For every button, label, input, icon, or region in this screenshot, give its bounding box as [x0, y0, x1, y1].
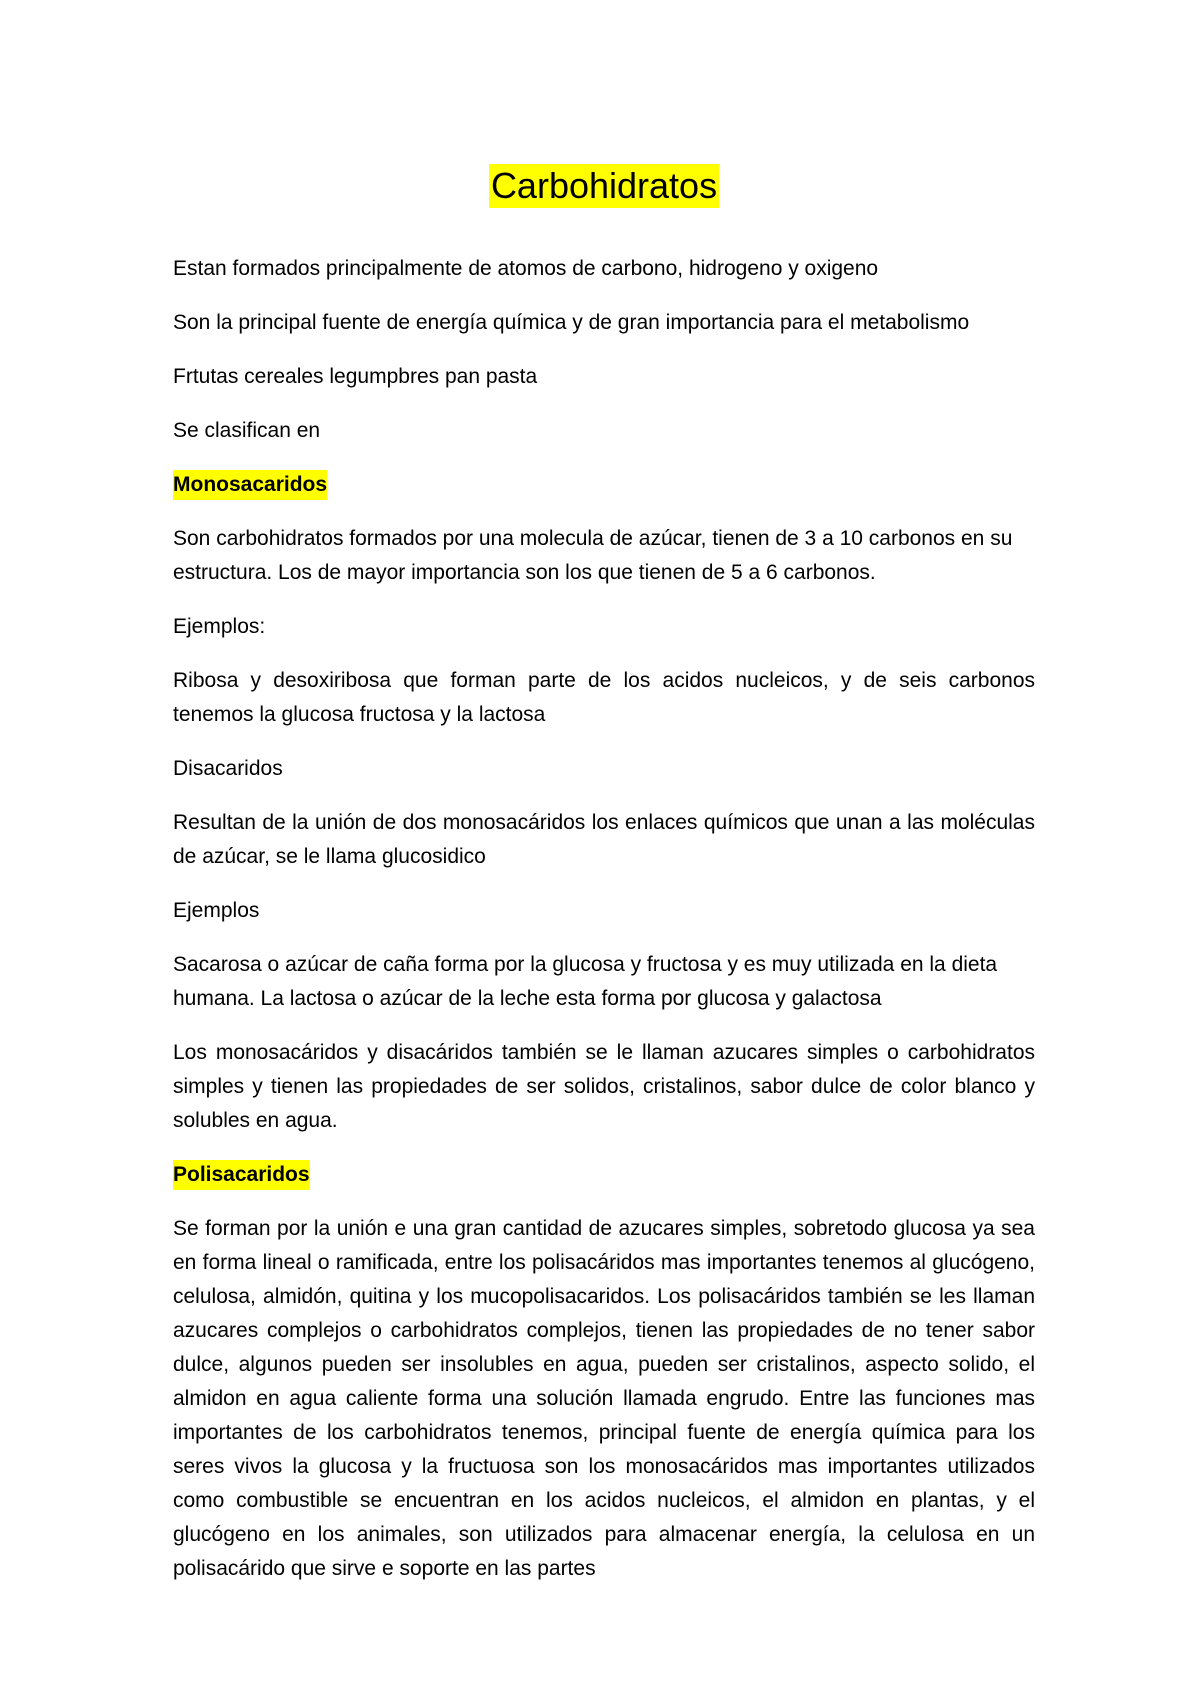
monosacaridos-definition: Son carbohidratos formados por una molecula de azúcar, tienen de 3 a 10 carbonos en su estructura. Los de mayor importancia son los que tienen de 5 a 6 carbonos. — [173, 527, 1013, 585]
disacaridos-examples-text: Sacarosa o azúcar de caña forma por la glucosa y fructosa y es muy utilizada en la dieta humana. La lactosa o azúcar de la leche esta forma por glucosa y galactosa — [173, 953, 998, 1011]
intro-paragraph-3: Frtutas cereales legumpbres pan pasta — [173, 365, 538, 389]
polisacaridos-heading: Polisacaridos — [173, 1160, 310, 1190]
disacaridos-examples-label: Ejemplos — [173, 899, 260, 923]
disacaridos-summary: Los monosacáridos y disacáridos también se le llaman azucares simples o carbohidratos simples y tienen las propiedades de ser solidos, cristalinos, sabor dulce de color blanco y solubles en agua. — [173, 1041, 1035, 1133]
intro-paragraph-2: Son la principal fuente de energía química y de gran importancia para el metabolismo — [173, 311, 970, 335]
monosacaridos-heading: Monosacaridos — [173, 470, 327, 500]
disacaridos-definition: Resultan de la unión de dos monosacáridos los enlaces químicos que unan a las moléculas de azúcar, se le llama glucosidico — [173, 811, 1035, 869]
page-title: Carbohidratos — [490, 165, 718, 207]
monosacaridos-heading-row — [173, 468, 1035, 502]
monosacaridos-examples-text: Ribosa y desoxiribosa que forman parte de los acidos nucleicos, y de seis carbonos tenemos la glucosa fructosa y la lactosa — [173, 669, 1035, 727]
intro-paragraph-1: Estan formados principalmente de atomos de carbono, hidrogeno y oxigeno — [173, 257, 879, 281]
title-container — [173, 140, 1035, 232]
document-page — [173, 140, 1035, 1606]
monosacaridos-examples-label: Ejemplos: — [173, 615, 266, 639]
intro-paragraph-4: Se clasifican en — [173, 419, 321, 443]
disacaridos-heading: Disacaridos — [173, 757, 283, 781]
polisacaridos-body: Se forman por la unión e una gran cantidad de azucares simples, sobretodo glucosa ya sea en forma lineal o ramificada, entre los polisacáridos mas importantes tenemos al glucógeno, celulosa, almidón, quitina y los mucopolisacaridos. Los polisacáridos también se les llaman azucares complejos o carbohidratos complejos, tienen las propiedades de no tener sabor dulce, algunos pueden ser insolubles en agua, pueden ser cristalinos, aspecto solido, el almidon en agua caliente forma una solución llamada engrudo. Entre las funciones mas importantes de los carbohidratos tenemos, principal fuente de energía química para los seres vivos la glucosa y la fructuosa son los monosacáridos mas importantes utilizados como combustible se encuentran en los acidos nucleicos, el almidon en plantas, y el glucógeno en los animales, son utilizados para almacenar energía, la celulosa en un polisacárido que sirve e soporte en las partes — [173, 1217, 1035, 1581]
polisacaridos-heading-row — [173, 1158, 1035, 1192]
